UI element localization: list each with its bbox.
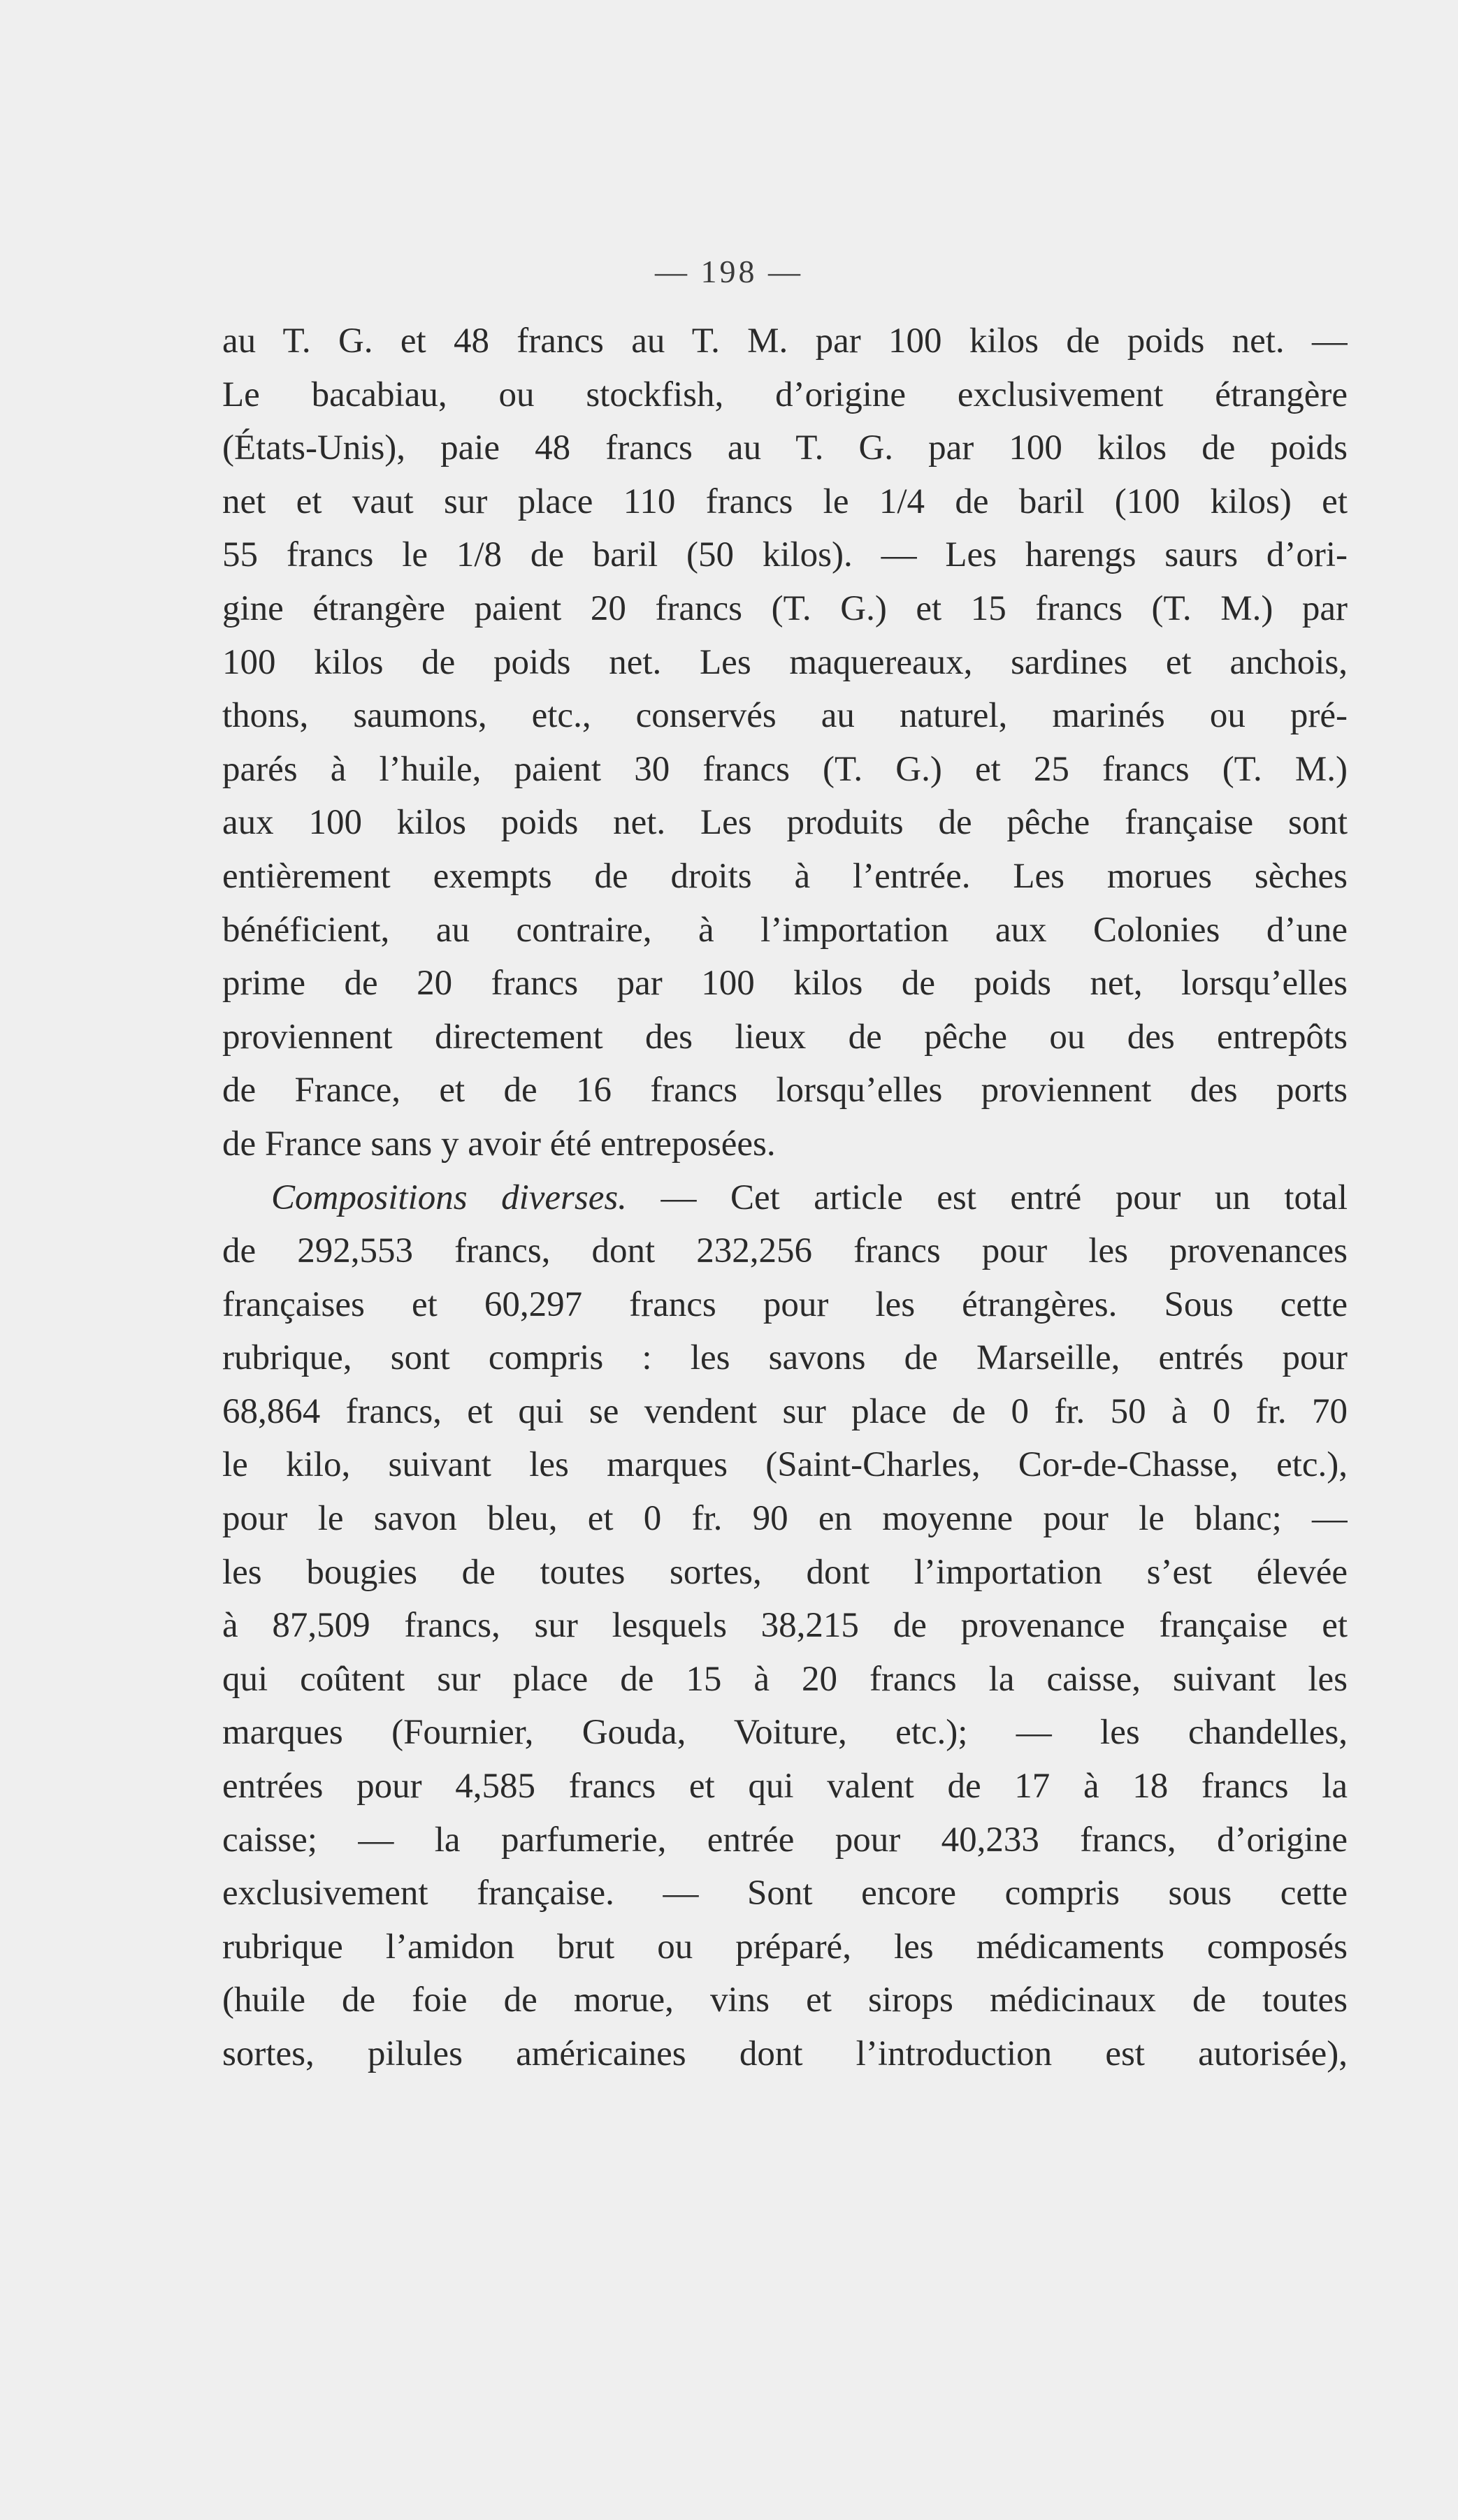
- text-line: proviennent directement des lieux de pêche ou des entrepôts: [222, 1017, 1348, 1057]
- section-heading-line: [222, 1171, 1348, 1225]
- text-line: exclusivement française. — Sont encore compris sous cette: [222, 1874, 1348, 1913]
- text-line: qui coûtent sur place de 15 à 20 francs la caisse, suivant les: [222, 1659, 1348, 1699]
- text-line: à 87,509 francs, sur lesquels 38,215 de provenance française et: [222, 1606, 1348, 1646]
- text-line: net et vaut sur place 110 francs le 1/4 de baril (100 kilos) et: [222, 481, 1348, 521]
- section-heading: Compositions diverses.: [271, 1178, 627, 1217]
- text-line: au T. G. et 48 francs au T. M. par 100 kilos de poids net. —: [222, 321, 1348, 361]
- text-line: rubrique l’amidon brut ou préparé, les médicaments composés: [222, 1927, 1348, 1967]
- text-line: 100 kilos de poids net. Les maquereaux, sardines et anchois,: [222, 642, 1348, 682]
- text-line: françaises et 60,297 francs pour les étrangères. Sous cette: [222, 1284, 1348, 1324]
- text-line: Le bacabiau, ou stockfish, d’origine exclusivement étrangère: [222, 375, 1348, 414]
- text-line: de 292,553 francs, dont 232,256 francs pour les provenances: [222, 1231, 1348, 1271]
- text-line: marques (Fournier, Gouda, Voiture, etc.); — les chandelles,: [222, 1713, 1348, 1753]
- text-line: pour le savon bleu, et 0 fr. 90 en moyenne pour le blanc; —: [222, 1499, 1348, 1539]
- text-line: sortes, pilules américaines dont l’introduction est autorisée),: [222, 2034, 1348, 2073]
- text-line: de France, et de 16 francs lorsqu’elles proviennent des ports: [222, 1071, 1348, 1110]
- text-line: entrées pour 4,585 francs et qui valent de 17 à 18 francs la: [222, 1767, 1348, 1806]
- text-line: entièrement exempts de droits à l’entrée. Les morues sèches: [222, 856, 1348, 896]
- text-line: (huile de foie de morue, vins et sirops médicinaux de toutes: [222, 1980, 1348, 2020]
- text-line: aux 100 kilos poids net. Les produits de pêche française sont: [222, 803, 1348, 843]
- text-line: caisse; — la parfumerie, entrée pour 40,233 francs, d’origine: [222, 1820, 1348, 1860]
- text-line: thons, saumons, etc., conservés au naturel, marinés ou pré-: [222, 696, 1348, 736]
- text-line: gine étrangère paient 20 francs (T. G.) et 15 francs (T. M.) par: [222, 588, 1348, 628]
- text-line: bénéficient, au contraire, à l’importation aux Colonies d’une: [222, 910, 1348, 950]
- text-line: prime de 20 francs par 100 kilos de poids net, lorsqu’elles: [222, 964, 1348, 1004]
- text-line: (États-Unis), paie 48 francs au T. G. par 100 kilos de poids: [222, 428, 1348, 468]
- body-text: [222, 314, 1348, 2081]
- paragraph-end-line: de France sans y avoir été entreposées.: [222, 1124, 776, 1164]
- text-line-remainder: — Cet article est entré pour un total: [626, 1178, 1348, 1217]
- text-line: parés à l’huile, paient 30 francs (T. G.) et 25 francs (T. M.): [222, 749, 1348, 789]
- text-line: le kilo, suivant les marques (Saint-Charles, Cor-de-Chasse, etc.),: [222, 1445, 1348, 1485]
- page-number: — 198 —: [655, 254, 803, 289]
- text-line: les bougies de toutes sortes, dont l’importation s’est élevée: [222, 1552, 1348, 1592]
- text-line: 68,864 francs, et qui se vendent sur place de 0 fr. 50 à 0 fr. 70: [222, 1391, 1348, 1431]
- text-line: rubrique, sont compris : les savons de Marseille, entrés pour: [222, 1338, 1348, 1378]
- text-line: 55 francs le 1/8 de baril (50 kilos). — Les harengs saurs d’ori-: [222, 535, 1348, 575]
